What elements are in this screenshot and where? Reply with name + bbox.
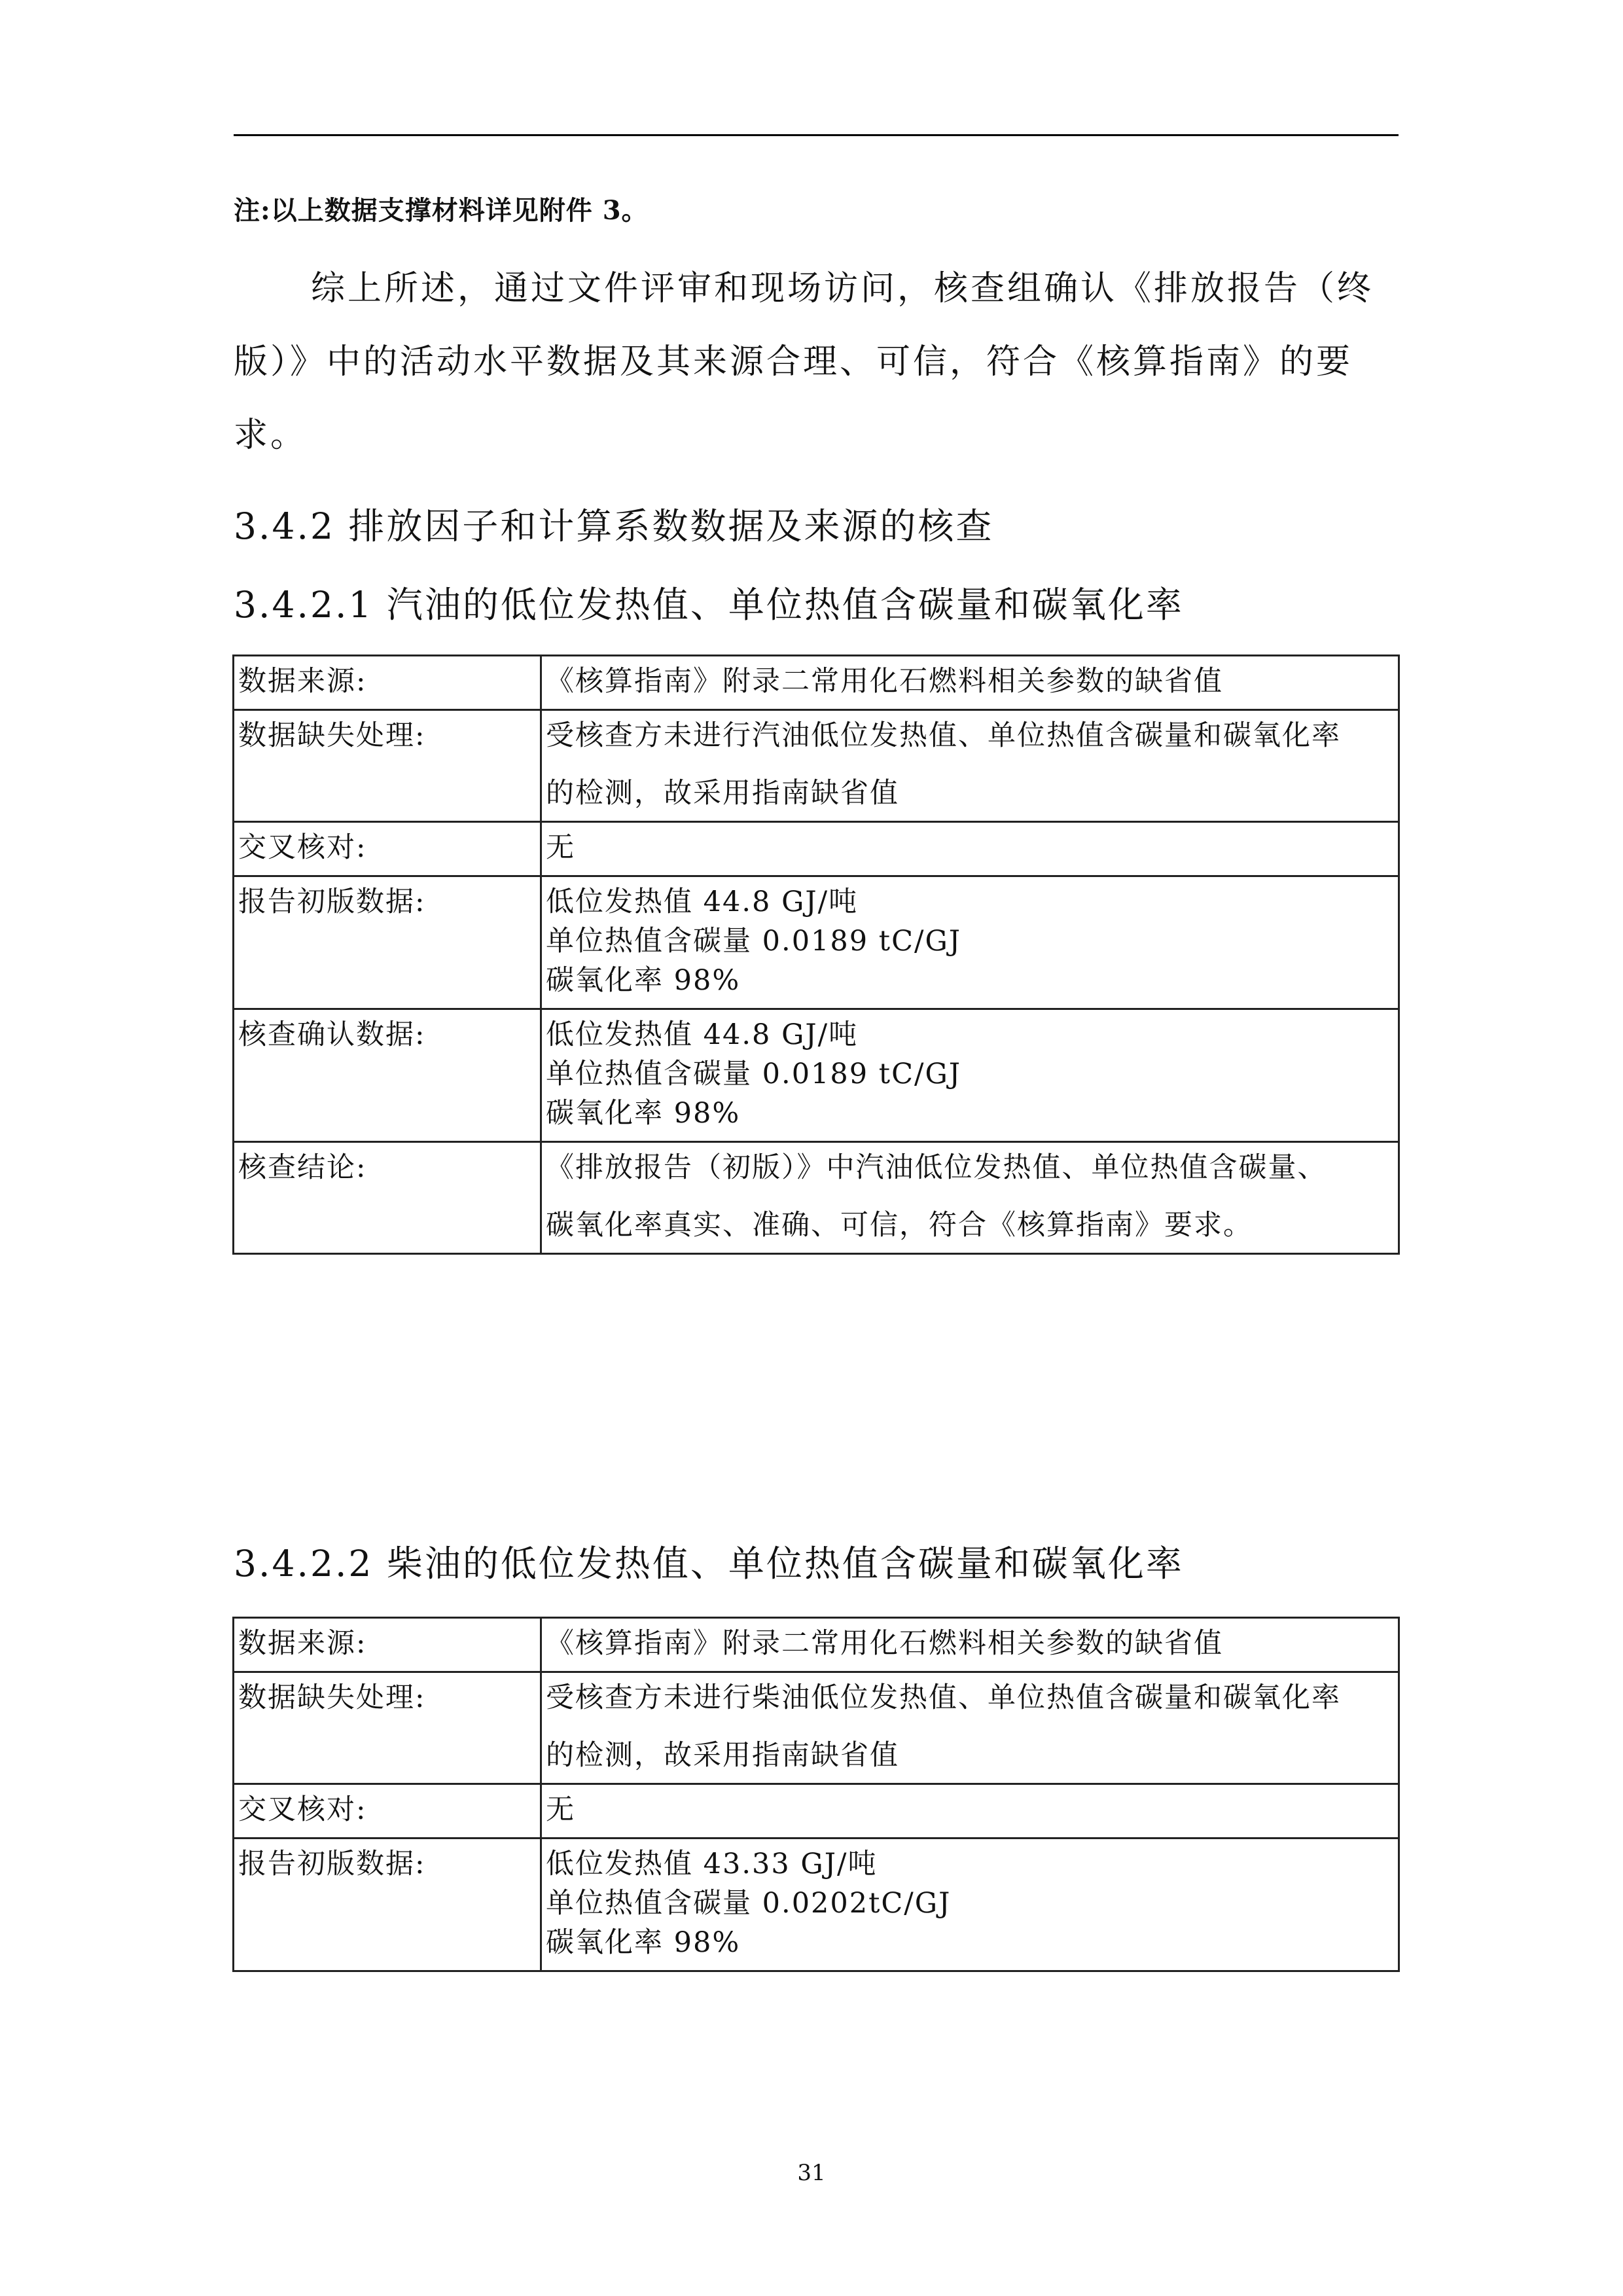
row-label: 数据来源: [234, 656, 541, 710]
table-row [234, 1009, 1399, 1142]
row-label: 交叉核对: [234, 1784, 541, 1839]
value-line: 碳氧化率 98% [546, 1097, 741, 1130]
row-label: 交叉核对: [234, 822, 541, 876]
table-row [234, 656, 1399, 710]
value-line: 低位发热值 43.33 GJ/吨 [546, 1848, 878, 1880]
row-label: 数据缺失处理: [234, 1672, 541, 1784]
value-line: 单位热值含碳量 0.0189 tC/GJ [546, 1058, 962, 1090]
row-label: 报告初版数据: [234, 876, 541, 1009]
diesel-table [232, 1617, 1400, 1972]
table-row [234, 1839, 1399, 1971]
row-label: 数据缺失处理: [234, 710, 541, 822]
header-rule [234, 134, 1399, 136]
page-number: 31 [797, 2160, 826, 2186]
value-line: 受核查方未进行柴油低位发热值、单位热值含碳量和碳氧化率 [546, 1681, 1341, 1714]
table-row [234, 1618, 1399, 1672]
table-row [234, 1672, 1399, 1784]
row-value [541, 876, 1399, 1009]
value-line: 碳氧化率 98% [546, 1926, 741, 1959]
row-value [541, 1142, 1399, 1254]
table-row [234, 1142, 1399, 1254]
diesel-heading: 3.4.2.2 柴油的低位发热值、单位热值含碳量和碳氧化率 [234, 1543, 1184, 1585]
row-value: 无 [541, 822, 1399, 876]
row-value [541, 1672, 1399, 1784]
table-row [234, 822, 1399, 876]
value-line: 单位热值含碳量 0.0202tC/GJ [546, 1887, 952, 1920]
value-line: 《排放报告（初版）》中汽油低位发热值、单位热值含碳量、 [546, 1151, 1327, 1184]
row-label: 报告初版数据: [234, 1839, 541, 1971]
value-line: 碳氧化率真实、准确、可信，符合《核算指南》要求。 [546, 1209, 1253, 1242]
row-value [541, 710, 1399, 822]
value-line: 碳氧化率 98% [546, 964, 741, 997]
gasoline-table [232, 655, 1400, 1255]
value-line: 的检测，故采用指南缺省值 [546, 777, 899, 810]
table-row [234, 1784, 1399, 1839]
row-value: 《核算指南》附录二常用化石燃料相关参数的缺省值 [541, 1618, 1399, 1672]
gasoline-heading: 3.4.2.1 汽油的低位发热值、单位热值含碳量和碳氧化率 [234, 584, 1184, 626]
row-value [541, 1839, 1399, 1971]
value-line: 的检测，故采用指南缺省值 [546, 1739, 899, 1772]
value-line: 单位热值含碳量 0.0189 tC/GJ [546, 925, 962, 958]
value-line: 受核查方未进行汽油低位发热值、单位热值含碳量和碳氧化率 [546, 719, 1341, 752]
row-label: 数据来源: [234, 1618, 541, 1672]
value-line: 低位发热值 44.8 GJ/吨 [546, 1018, 859, 1051]
row-value [541, 1009, 1399, 1142]
row-label: 核查结论: [234, 1142, 541, 1254]
row-value: 《核算指南》附录二常用化石燃料相关参数的缺省值 [541, 656, 1399, 710]
table-row [234, 710, 1399, 822]
note-text: 注:以上数据支撑材料详见附件 3。 [234, 195, 649, 226]
table-row [234, 876, 1399, 1009]
row-label: 核查确认数据: [234, 1009, 541, 1142]
section-heading: 3.4.2 排放因子和计算系数数据及来源的核查 [234, 505, 994, 547]
value-line: 低位发热值 44.8 GJ/吨 [546, 886, 859, 918]
row-value: 无 [541, 1784, 1399, 1839]
summary-paragraph: 综上所述，通过文件评审和现场访问，核查组确认《排放报告（终版）》中的活动水平数据及其来源合理、可信，符合《核算指南》的要求。 [234, 269, 1374, 455]
